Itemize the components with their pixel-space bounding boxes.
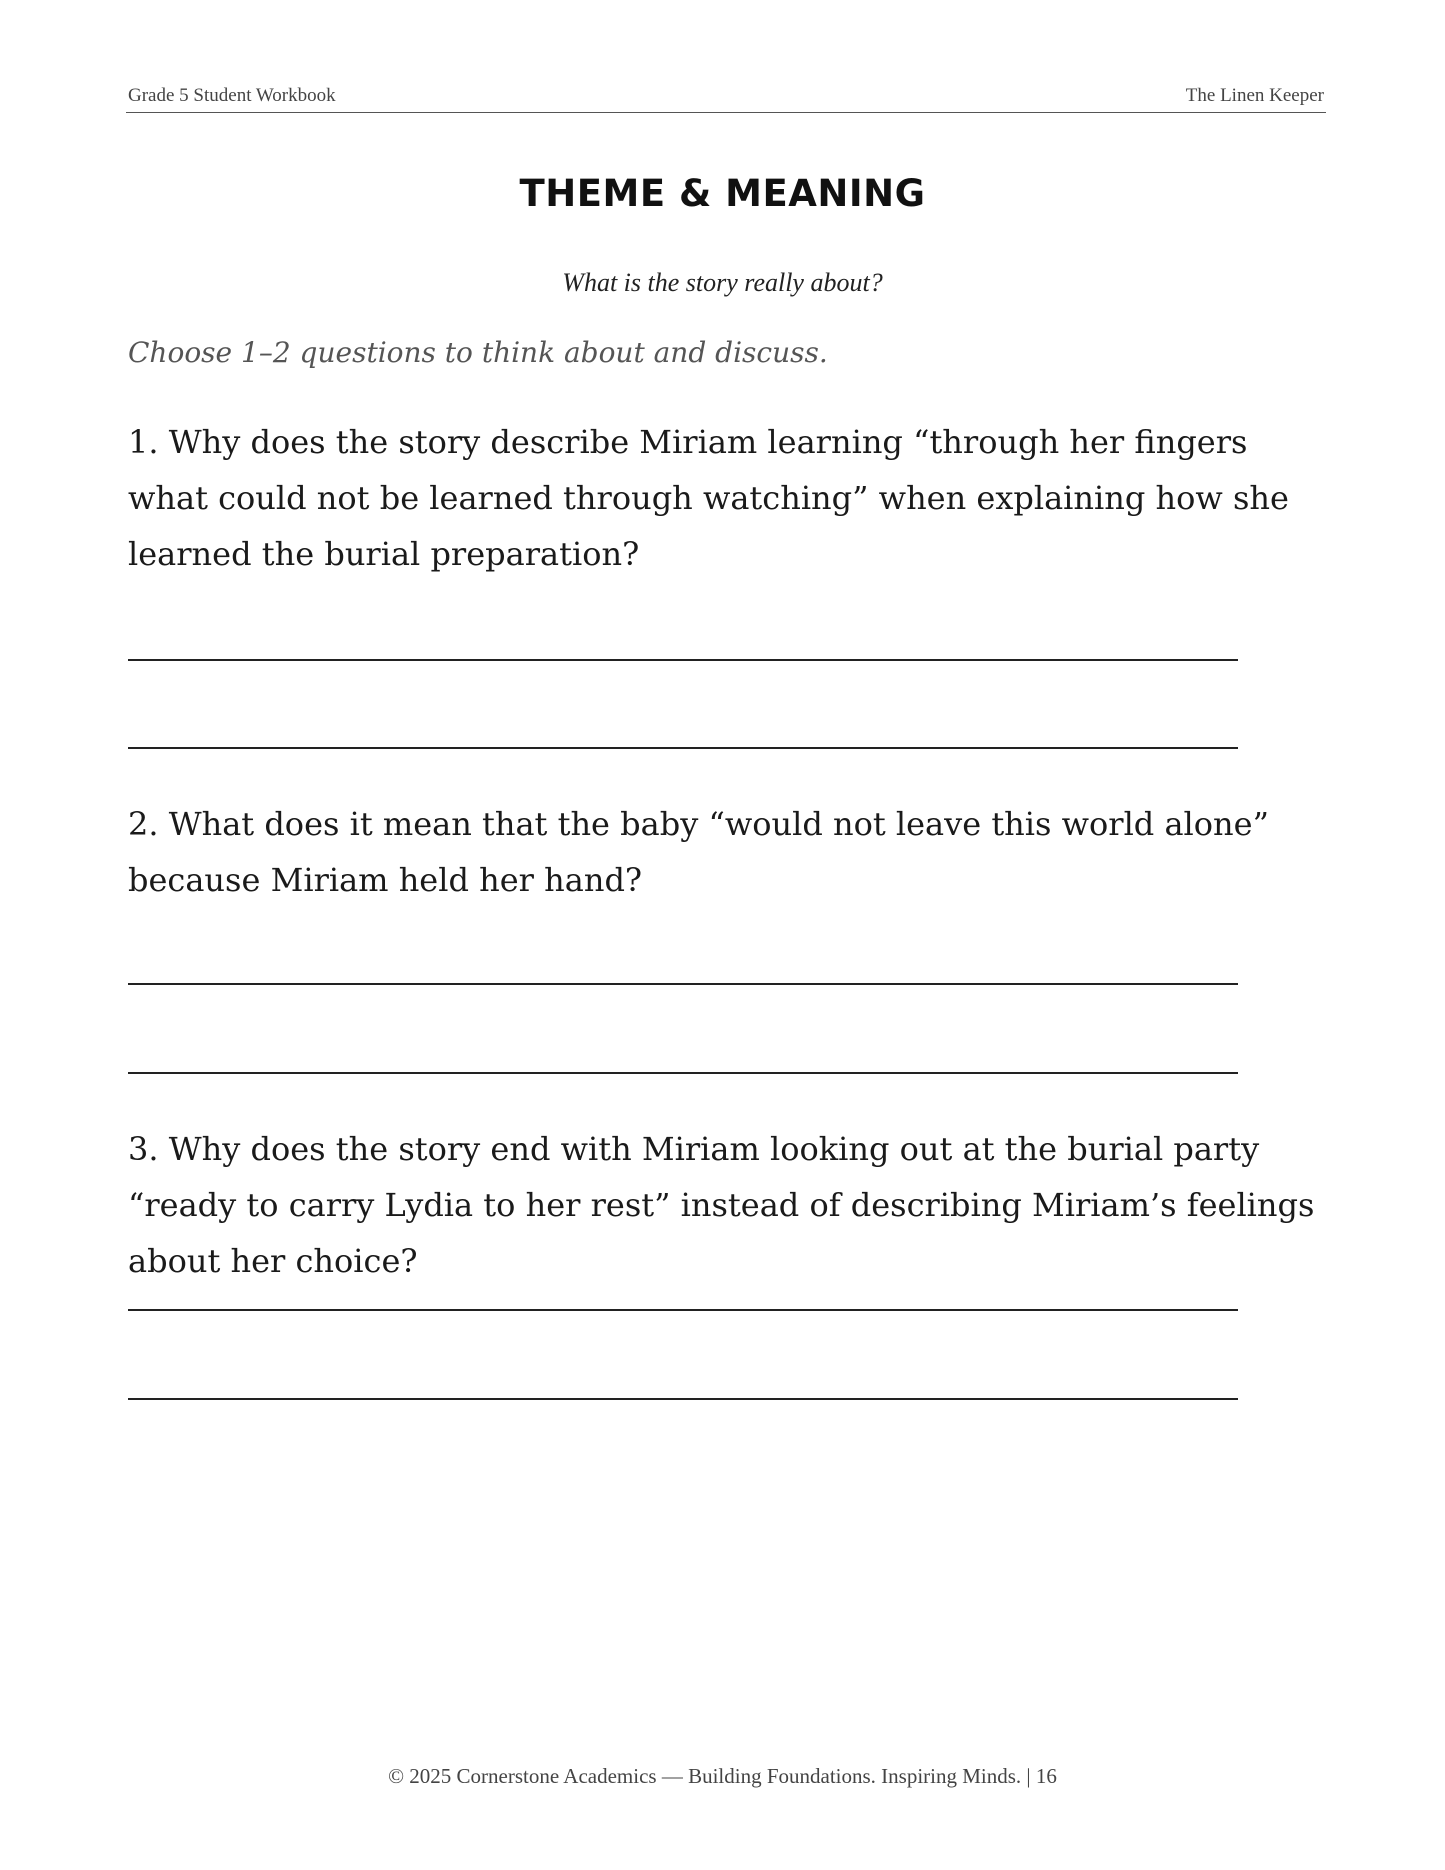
answer-line-1b[interactable] xyxy=(128,747,1238,749)
instruction-text: Choose 1–2 questions to think about and discuss. xyxy=(128,336,828,369)
page-header xyxy=(126,84,1326,113)
page-subtitle: What is the story really about? xyxy=(562,268,883,297)
question-1: 1. Why does the story describe Miriam learning “through her fingers what could not be learned through watching” when explaining how she learned the burial preparation? xyxy=(128,423,1289,573)
page-title: THEME & MEANING xyxy=(519,172,926,215)
answer-line-1a[interactable] xyxy=(128,659,1238,661)
page-footer: © 2025 Cornerstone Academics — Building Foundations. Inspiring Minds. | 16 xyxy=(388,1764,1057,1788)
question-2: 2. What does it mean that the baby “would not leave this world alone” because Miriam held her hand? xyxy=(128,805,1269,899)
header-workbook-label: Grade 5 Student Workbook xyxy=(128,85,336,106)
answer-line-2a[interactable] xyxy=(128,983,1238,985)
question-3: 3. Why does the story end with Miriam looking out at the burial party “ready to carry Lydia to her rest” instead of describing Miriam’s feelings about her choice? xyxy=(128,1130,1315,1280)
answer-line-3b[interactable] xyxy=(128,1398,1238,1400)
answer-line-2b[interactable] xyxy=(128,1072,1238,1074)
answer-line-3a[interactable] xyxy=(128,1309,1238,1311)
header-story-title: The Linen Keeper xyxy=(1185,85,1324,106)
